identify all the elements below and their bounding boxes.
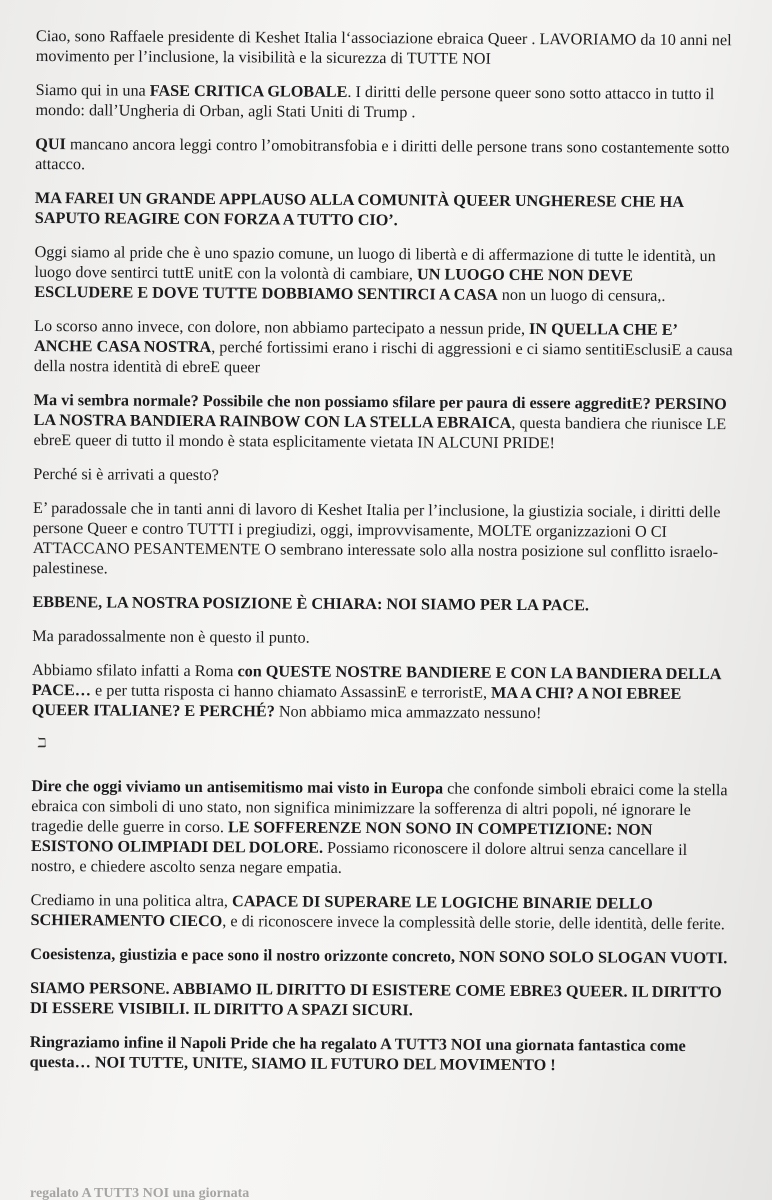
text-run: , questa bandiera che riunisce LE ebreE queer di tutto il mondo è stata esplicitamente vietata IN ALCUNI PRIDE! <box>33 413 727 453</box>
text-run: Oggi siamo al pride che è uno spazio comune, un luogo di libertà e di affermazione di tutte le identità, un luogo dove sentirci tuttE unitE con la volontà di cambiare, <box>34 242 716 284</box>
bold-text-run: con QUESTE NOSTRE BANDIERE E CON LA BANDIERA DELLA PACE… <box>31 662 721 700</box>
paragraph <box>30 978 730 1022</box>
paragraph <box>32 592 732 616</box>
text-run: Abbiamo sfilato infatti a Roma <box>32 660 238 681</box>
text-run: Ma paradossalmente non è questo il punto. <box>32 626 310 647</box>
stray-symbol: ℶ <box>37 736 47 752</box>
paragraph <box>30 1032 730 1076</box>
text-run: , e di riconoscere invece la complessità delle storie, delle identità, delle ferite. <box>222 912 725 934</box>
bold-text-run: Coesistenza, giustizia e pace sono il nostro orizzonte concreto, NON SONO SOLO SLOGAN VUOTI. <box>30 944 728 968</box>
bold-text-run: SIAMO PERSONE. ABBIAMO IL DIRITTO DI ESISTERE COME EBRE3 QUEER. IL DIRITTO DI ESSERE VISIBILI. IL DIRITTO A SPAZI SICURI. <box>29 978 722 1020</box>
paragraph <box>36 26 736 70</box>
letter-body-bottom <box>30 776 732 1076</box>
paragraph <box>35 188 735 232</box>
bold-text-run: FASE CRITICA GLOBALE <box>149 81 348 101</box>
text-run: Non abbiamo mica ammazzato nessuno! <box>274 702 542 723</box>
bold-text-run: Ma vi sembra normale? Possibile che non possiamo sfilare per paura di essere aggreditE? PERSINO LA NOSTRA BANDIERA RAINBOW CON LA STELLA EBRAICA <box>33 390 727 432</box>
letter-body-top <box>32 26 736 724</box>
paragraph <box>30 944 730 968</box>
text-run: non un luogo di censura,. <box>497 285 666 305</box>
text-run: Lo scorso anno invece, con dolore, non abbiamo partecipato a nessun pride, <box>34 316 530 339</box>
bold-text-run: EBBENE, LA NOSTRA POSIZIONE È CHIARA: NOI SIAMO PER LA PACE. <box>32 592 589 615</box>
text-run: Siamo qui in una <box>35 80 150 100</box>
text-run: e per tutta risposta ci hanno chiamato AssassinE e terroristE, <box>90 681 492 702</box>
letter-page <box>30 26 736 1090</box>
text-run: Possiamo riconoscere il dolore altrui senza cancellare il nostro, e chiedere ascolto senza negare empatia. <box>30 838 688 877</box>
paragraph <box>33 498 733 582</box>
bold-text-run: Ringraziamo infine il Napoli Pride che ha regalato A TUTT3 NOI una giornata fantastica come questa… NOI TUTTE, UNITE, SIAMO IL FUTURO DEL MOVIMENTO ! <box>29 1032 686 1075</box>
paragraph <box>32 626 732 650</box>
paragraph <box>33 390 733 454</box>
next-page-bleed-text: regalato A TUTT3 NOI una giornata <box>30 1186 250 1200</box>
bold-text-run: UN LUOGO CHE NON DEVE ESCLUDERE E DOVE TUTTE DOBBIAMO SENTIRCI A CASA <box>34 265 633 304</box>
paragraph <box>32 660 732 724</box>
text-run: Perché si è arrivati a questo? <box>33 464 219 485</box>
bold-text-run: Dire che oggi viviamo un antisemitismo mai visto in Europa <box>31 776 444 798</box>
paragraph <box>33 464 733 488</box>
paragraph <box>34 316 734 380</box>
bold-text-run: CAPACE DI SUPERARE LE LOGICHE BINARIE DELLO SCHIERAMENTO CIECO <box>30 892 653 931</box>
paragraph <box>35 134 735 178</box>
text-run: Ciao, sono Raffaele presidente di Keshet Italia l‘associazione ebraica Queer . LAVORIAMO da 10 anni nel movimento per l’inclusione, la visibilità e la sicurezza di TUTTE NOI <box>35 26 732 68</box>
text-run: , perché fortissimi erano i rischi di aggressioni e ci siamo sentitiEsclusiE a causa della nostra identità di ebreE queer <box>33 338 733 377</box>
bold-text-run: IN QUELLA CHE E’ ANCHE CASA NOSTRA <box>33 320 677 357</box>
bold-text-run: MA A CHI? A NOI EBREE QUEER ITALIANE? E PERCHÉ? <box>31 683 682 721</box>
bold-text-run: MA FAREI UN GRANDE APPLAUSO ALLA COMUNITÀ QUEER UNGHERESE CHE HA SAPUTO REAGIRE CON FORZA A TUTTO CIO’. <box>34 188 684 230</box>
paragraph <box>35 80 735 124</box>
text-run: E’ paradossale che in tanti anni di lavoro di Keshet Italia per l’inclusione, la giustizia sociale, i diritti delle persone Queer e contro TUTTI i pregiudizi, oggi, improvvisamente, MOLTE organizzazioni O CI ATTACCANO PESANTEMENTE O sembrano interessate solo alla nostra posizione sul conflitto israelo-palestinese. <box>32 498 721 578</box>
paragraph <box>34 242 734 306</box>
paragraph <box>31 776 732 880</box>
text-run: mancano ancora leggi contro l’omobitransfobia e i diritti delle persone trans sono costantemente sotto attacco. <box>35 135 730 174</box>
bold-text-run: LE SOFFERENZE NON SONO IN COMPETIZIONE: NON ESISTONO OLIMPIADI DEL DOLORE. <box>30 818 653 857</box>
bold-text-run: QUI <box>35 134 66 154</box>
paragraph <box>30 890 730 934</box>
text-run: . I diritti delle persone queer sono sotto attacco in tutto il mondo: dall’Ungheria di Orban, agli Stati Uniti di Trump . <box>35 82 715 122</box>
text-run: che confonde simboli ebraici come la stella ebraica con simboli di uno stato, non significa minimizzare la sofferenza di altri popoli, né ignorare le tragedie delle guerre in corso. <box>31 779 728 837</box>
text-run: Crediamo in una politica altra, <box>30 890 233 911</box>
